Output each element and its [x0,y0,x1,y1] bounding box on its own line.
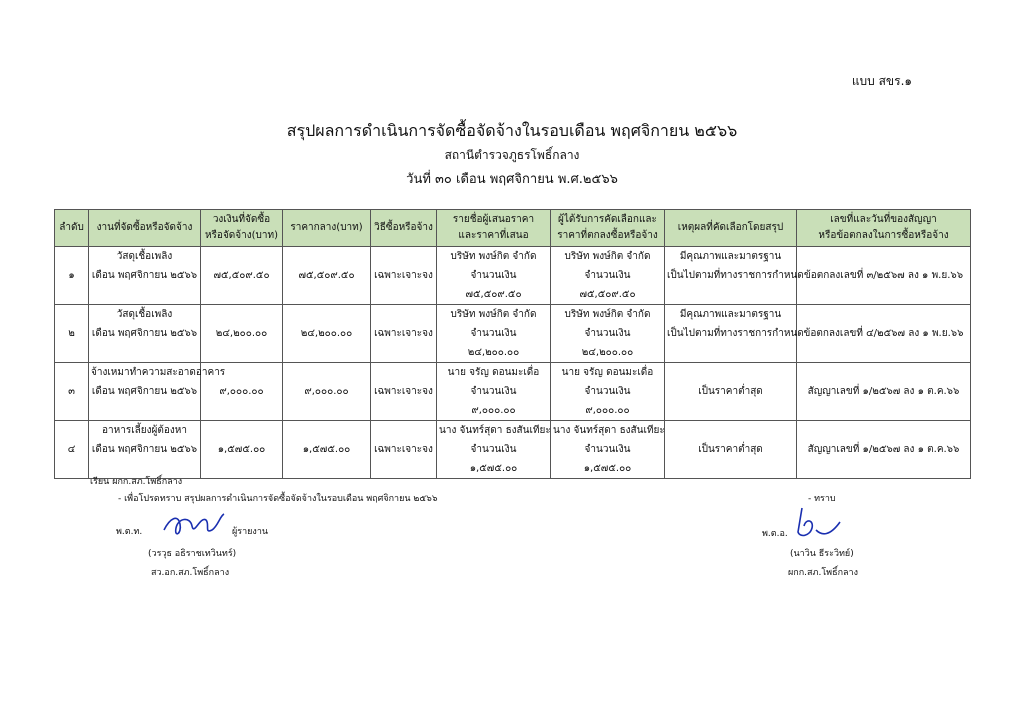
cell-method: เฉพาะเจาะจง [371,305,437,363]
cell-median: ๙,๐๐๐.๐๐ [283,363,371,421]
cell-bidders: บริษัท พงษ์กิต จำกัด จำนวนเงิน ๗๕,๕๐๙.๕๐ [437,247,551,305]
memo-note: - เพื่อโปรดทราบ สรุปผลการดำเนินการจัดซื้อจัดจ้างในรอบเดือน พฤศจิกายน ๒๕๖๖ [118,494,438,504]
approver-signature [788,502,844,542]
cell-median: ๒๔,๒๐๐.๐๐ [283,305,371,363]
report-date: วันที่ ๓๐ เดือน พฤศจิกายน พ.ศ.๒๕๖๖ [406,172,618,187]
header-bidders-line2: และราคาที่เสนอ [458,230,529,241]
header-method: วิธีซื้อหรือจ้าง [371,210,437,247]
cell-reason: มีคุณภาพและมาตรฐาน เป็นไปตามที่ทางราชการกำหนด [665,305,797,363]
header-contract-line2: หรือข้อตกลงในการซื้อหรือจ้าง [818,230,949,241]
header-selected [551,210,665,247]
cell-contract: ข้อตกลงเลขที่ ๔/๒๕๖๗ ลง ๑ พ.ย.๖๖ [797,305,971,363]
cell-method: เฉพาะเจาะจง [371,363,437,421]
table-header-row [55,210,971,247]
cell-bidders: นาง จันทร์สุดา ธงสันเทียะ จำนวนเงิน ๑,๕๗๕.๐๐ [437,421,551,479]
addressee: เรียน ผกก.สภ.โพธิ์กลาง [90,477,183,487]
table-row [55,305,971,363]
cell-no: ๓ [55,363,89,421]
cell-selected: นาง จันทร์สุดา ธงสันเทียะ จำนวนเงิน ๑,๕๗๕.๐๐ [551,421,665,479]
form-code: แบบ สขร.๑ [851,74,912,88]
cell-work: อาหารเลี้ยงผู้ต้องหา เดือน พฤศจิกายน ๒๕๖๖ [89,421,201,479]
cell-selected: บริษัท พงษ์กิต จำกัด จำนวนเงิน ๗๕,๕๐๙.๕๐ [551,247,665,305]
station-name: สถานีตำรวจภูธรโพธิ์กลาง [444,148,580,162]
cell-method: เฉพาะเจาะจง [371,421,437,479]
cell-reason: มีคุณภาพและมาตรฐาน เป็นไปตามที่ทางราชการกำหนด [665,247,797,305]
cell-contract: ข้อตกลงเลขที่ ๓/๒๕๖๗ ลง ๑ พ.ย.๖๖ [797,247,971,305]
reporter-signature [160,508,230,542]
reporter-label: ผู้รายงาน [232,527,269,537]
right-rank: พ.ต.อ. [762,529,788,539]
cell-work: วัสดุเชื้อเพลิง เดือน พฤศจิกายน ๒๕๖๖ [89,305,201,363]
cell-reason: เป็นราคาต่ำสุด [665,421,797,479]
cell-median: ๗๕,๕๐๙.๕๐ [283,247,371,305]
cell-bidders: บริษัท พงษ์กิต จำกัด จำนวนเงิน ๒๔,๒๐๐.๐๐ [437,305,551,363]
header-selected-line2: ราคาที่ตกลงซื้อหรือจ้าง [557,230,658,241]
cell-bidders: นาย จรัญ ดอนมะเดื่อ จำนวนเงิน ๙,๐๐๐.๐๐ [437,363,551,421]
cell-contract: สัญญาเลขที่ ๑/๒๕๖๗ ลง ๑ ต.ค.๖๖ [797,363,971,421]
header-budget [201,210,283,247]
right-signer-position: ผกก.สภ.โพธิ์กลาง [788,568,858,578]
cell-budget: ๒๔,๒๐๐.๐๐ [201,305,283,363]
acknowledge-note: - ทราบ [808,494,836,504]
cell-no: ๑ [55,247,89,305]
header-median-price: ราคากลาง(บาท) [283,210,371,247]
header-budget-line1: วงเงินที่จัดซื้อ [212,214,271,225]
header-work: งานที่จัดซื้อหรือจัดจ้าง [89,210,201,247]
cell-method: เฉพาะเจาะจง [371,247,437,305]
cell-reason: เป็นราคาต่ำสุด [665,363,797,421]
header-bidders [437,210,551,247]
cell-selected: บริษัท พงษ์กิต จำกัด จำนวนเงิน ๒๔,๒๐๐.๐๐ [551,305,665,363]
header-contract-line1: เลขที่และวันที่ของสัญญา [830,214,937,225]
header-selected-line1: ผู้ได้รับการคัดเลือกและ [558,214,657,225]
header-reason: เหตุผลที่คัดเลือกโดยสรุป [665,210,797,247]
cell-no: ๒ [55,305,89,363]
cell-budget: ๙,๐๐๐.๐๐ [201,363,283,421]
header-budget-line2: หรือจัดจ้าง(บาท) [204,230,279,241]
page-title: สรุปผลการดำเนินการจัดซื้อจัดจ้างในรอบเดือน พฤศจิกายน ๒๕๖๖ [286,121,738,140]
left-signer-position: สว.อก.สภ.โพธิ์กลาง [151,568,230,578]
table-row [55,247,971,305]
table-row [55,421,971,479]
cell-budget: ๗๕,๕๐๙.๕๐ [201,247,283,305]
header-bidders-line1: รายชื่อผู้เสนอราคา [452,214,535,225]
header-contract [797,210,971,247]
right-signer-name: (นาวิน ธีระวิทย์) [790,549,854,559]
cell-budget: ๑,๕๗๕.๐๐ [201,421,283,479]
cell-no: ๔ [55,421,89,479]
cell-median: ๑,๕๗๕.๐๐ [283,421,371,479]
table-row [55,363,971,421]
cell-selected: นาย จรัญ ดอนมะเดื่อ จำนวนเงิน ๙,๐๐๐.๐๐ [551,363,665,421]
cell-work: จ้างเหมาทำความสะอาดอาคาร เดือน พฤศจิกายน ๒๕๖๖ [89,363,201,421]
left-signer-name: (วรวุธ อธิราชเทวินทร์) [148,549,237,559]
cell-work: วัสดุเชื้อเพลิง เดือน พฤศจิกายน ๒๕๖๖ [89,247,201,305]
cell-contract: สัญญาเลขที่ ๑/๒๕๖๗ ลง ๑ ต.ค.๖๖ [797,421,971,479]
header-no: ลำดับ [55,210,89,247]
left-rank: พ.ต.ท. [116,527,143,537]
procurement-table [54,209,971,479]
